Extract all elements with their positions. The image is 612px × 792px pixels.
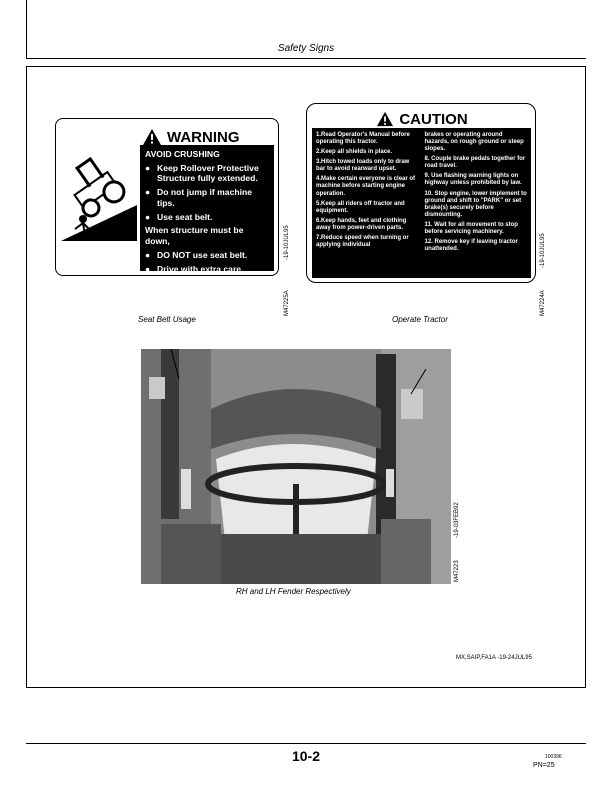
caution-side-date: -19-10JUL95 [540,233,546,268]
warning-decal [55,118,279,276]
warning-bullet: ● [145,211,151,222]
tractor-operator-station-photo-icon [141,349,451,584]
caution-item: 11. Wait for all movement to stop before servicing machinery. [424,221,518,235]
tractor-rollover-pictogram-icon [61,149,137,241]
photo-side-date: -19-03FEB92 [454,502,460,538]
caution-triangle-icon [376,111,394,127]
caution-item: brakes or operating around hazards, on rough ground or steep slopes. [424,132,524,153]
warning-line-text: DO NOT use seat belt. [157,249,248,260]
photo-caption: RH and LH Fender Respectively [236,587,351,596]
warning-triangle-icon [142,128,162,146]
warning-line [145,149,269,160]
caution-item: 12. Remove key if leaving tractor unattended. [424,239,518,253]
warning-line-text: Use seat belt. [157,211,213,222]
warning-bullet: ● [145,263,151,274]
caution-message-panel [312,128,531,278]
warning-line [145,264,269,275]
warning-bullet: ● [145,162,151,173]
caution-item: 1.Read Operator's Manual before operating this tractor. [316,132,410,146]
caution-item: 8. Couple brake pedals together for road travel. [424,156,526,170]
caution-item: 5.Keep all riders off tractor and equipment. [316,200,405,214]
caution-decal [306,103,536,283]
caution-item: 2.Keep all shields in place. [316,149,393,156]
caution-item: 6.Keep hands, feet and clothing away from power-driven parts. [316,217,407,231]
warning-line-text: Keep Rollover Protective Structure fully extended. [157,162,259,184]
caution-item: 4.Make certain everyone is clear of machine before starting engine operation. [316,176,416,197]
warning-bullet: ● [145,187,151,198]
caution-heading [307,108,537,130]
footer-small-code: 100396 [545,754,562,760]
caution-right-column [425,132,528,274]
caution-side-code: M47224A [540,290,546,316]
photo-side-code: M47223 [454,560,460,582]
warning-line-text: Do not jump if machine tips. [157,187,253,208]
warning-caption: Seat Belt Usage [138,315,196,324]
warning-message-panel [140,145,274,274]
warning-line-text: When structure must be down, [145,225,244,247]
warning-line [145,163,269,184]
warning-line [145,212,269,223]
footer-rule [26,743,586,744]
warning-line [145,250,269,261]
warning-line [145,225,269,246]
footer-page-code: PN=25 [533,762,555,769]
warning-line-text: Drive with extra care. [157,263,244,274]
warning-heading-text: WARNING [167,128,240,146]
warning-line-text: AVOID CRUSHING [145,149,220,159]
warning-side-code: M47225A [284,290,290,316]
caution-item: 7.Reduce speed when turning or applying individual [316,234,409,249]
caution-left-column [316,132,419,274]
caution-item: 3.Hitch towed loads only to draw bar to avoid rearward upset. [316,159,410,173]
caution-caption: Operate Tractor [392,315,448,324]
caution-item: 10. Stop engine, lower implement to ground and shift to "PARK" or set brake(s) securely before dismounting. [424,190,527,218]
page-number: 10-2 [291,748,321,764]
warning-bullet: ● [145,249,151,260]
caution-item: 9. Use flashing warning lights on highway unless prohibited by law. [424,173,522,187]
header-rule [26,58,586,59]
warning-line [145,187,269,208]
page-header-title: Safety Signs [277,43,335,54]
caution-heading-text: CAUTION [399,110,468,128]
warning-side-date: -19-10JUL95 [284,225,290,260]
document-reference: MX,SAIP,FA1A -19-24JUL95 [456,655,532,661]
tractor-cab-photo [141,349,451,584]
